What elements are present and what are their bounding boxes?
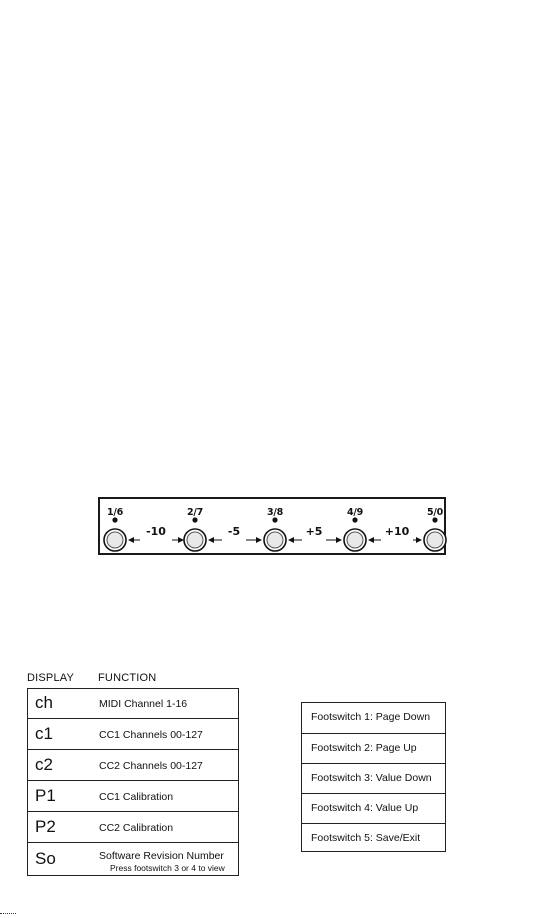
display-code: P2	[35, 817, 56, 836]
function-description: MIDI Channel 1-16	[99, 698, 188, 710]
function-column-header: FUNCTION	[98, 672, 157, 684]
function-description: CC1 Channels 00-127	[99, 729, 203, 741]
function-description: CC1 Calibration	[99, 791, 174, 803]
switch-label-3: 3/8	[266, 507, 284, 518]
led-indicator-4	[352, 517, 357, 522]
display-code: c2	[35, 755, 53, 774]
table-row	[28, 689, 238, 718]
switch-label-5: 5/0	[426, 507, 444, 518]
footswitch-2-function: Footswitch 2: Page Up	[311, 742, 417, 754]
footswitch-knob-3[interactable]	[264, 529, 286, 551]
list-item	[302, 793, 445, 823]
display-function-table	[27, 688, 239, 876]
display-column-header: DISPLAY	[27, 672, 75, 684]
step-label-plus-5: +5	[299, 525, 329, 538]
display-code: P1	[35, 786, 56, 805]
function-description: CC2 Calibration	[99, 822, 174, 834]
footswitch-knob-1[interactable]	[104, 529, 126, 551]
display-code: ch	[35, 693, 53, 712]
footswitch-1-function: Footswitch 1: Page Down	[311, 711, 431, 723]
table-row	[28, 718, 238, 749]
led-indicator-3	[272, 517, 277, 522]
list-item	[302, 823, 445, 853]
footswitch-5-function: Footswitch 5: Save/Exit	[311, 832, 421, 844]
switch-label-1: 1/6	[106, 507, 124, 518]
footswitch-functions-table	[301, 702, 446, 852]
display-code: c1	[35, 724, 53, 743]
page-edge-mark	[0, 913, 16, 915]
step-label-minus-5: -5	[219, 525, 249, 538]
switch-label-4: 4/9	[346, 507, 364, 518]
footswitch-3-function: Footswitch 3: Value Down	[311, 772, 432, 784]
led-indicator-1	[112, 517, 117, 522]
footswitch-knob-4[interactable]	[344, 529, 366, 551]
function-description: CC2 Channels 00-127	[99, 760, 203, 772]
display-code: So	[35, 849, 56, 868]
table-row	[28, 749, 238, 780]
function-note: Press footswitch 3 or 4 to view	[110, 863, 225, 873]
list-item	[302, 733, 445, 763]
function-description: Software Revision Number	[99, 850, 224, 862]
step-label-minus-10: -10	[141, 525, 171, 538]
footswitch-knob-5[interactable]	[424, 529, 446, 551]
list-item	[302, 763, 445, 793]
list-item	[302, 703, 445, 733]
table-row	[28, 811, 238, 842]
footswitch-4-function: Footswitch 4: Value Up	[311, 802, 419, 814]
footswitch-diagram	[98, 497, 446, 555]
footswitch-knob-2[interactable]	[184, 529, 206, 551]
step-label-plus-10: +10	[382, 525, 412, 538]
switch-label-2: 2/7	[186, 507, 204, 518]
table-row	[28, 780, 238, 811]
led-indicator-5	[432, 517, 437, 522]
led-indicator-2	[192, 517, 197, 522]
table-row	[28, 842, 238, 876]
